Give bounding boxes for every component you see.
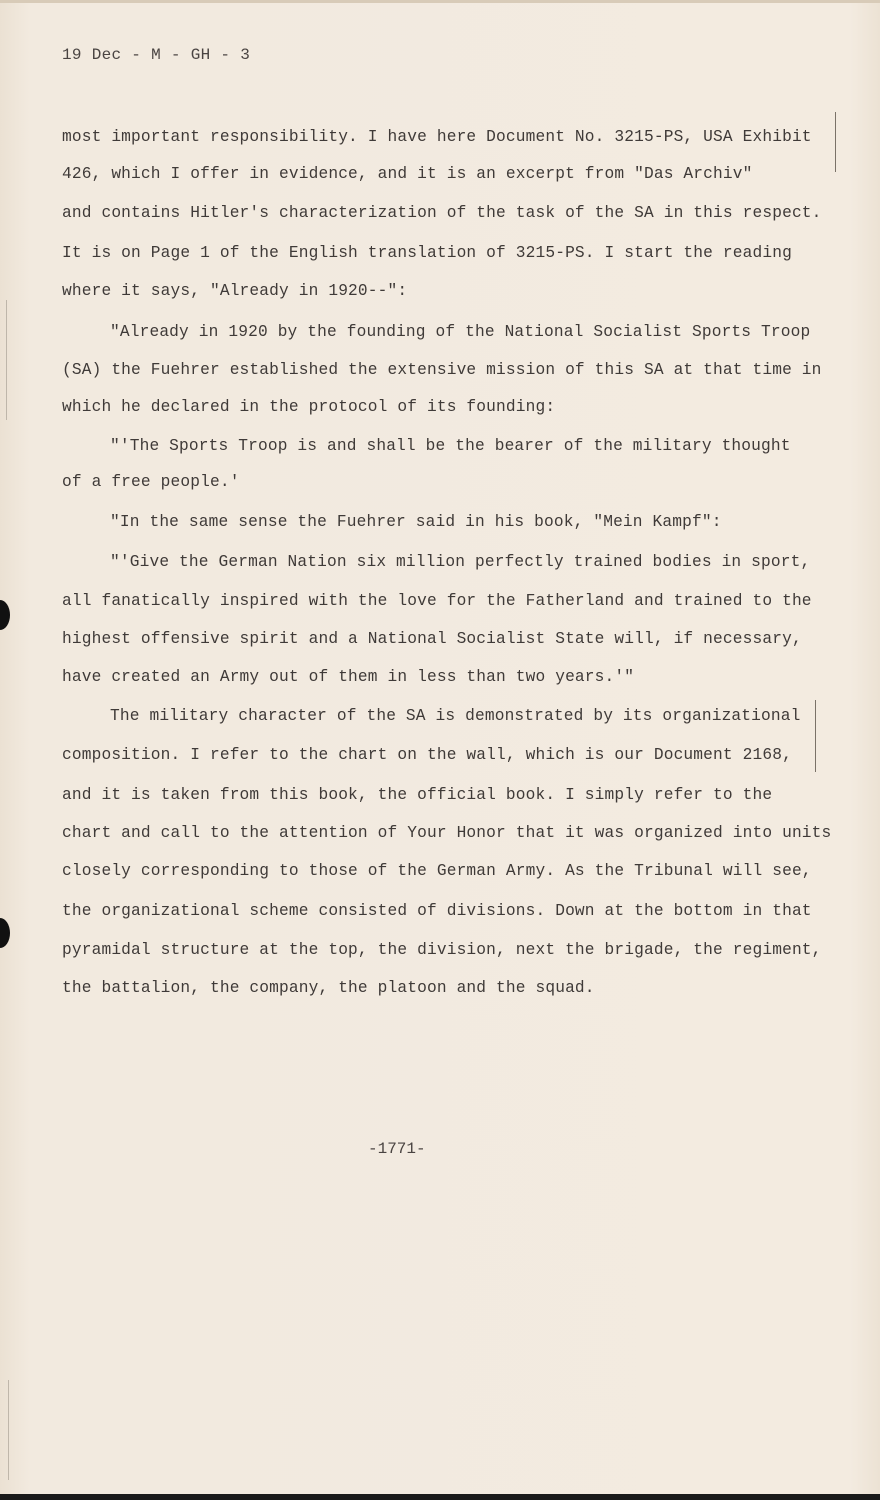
page-header: 19 Dec - M - GH - 3 [62,46,251,64]
text-line: of a free people.' [62,473,240,491]
text-line: 426, which I offer in evidence, and it is an excerpt from "Das Archiv" [62,165,753,183]
text-line: which he declared in the protocol of its founding: [62,398,556,416]
text-line: "Already in 1920 by the founding of the National Socialist Sports Troop [110,323,811,341]
margin-mark [835,112,836,172]
text-line: "In the same sense the Fuehrer said in his book, "Mein Kampf": [110,513,722,531]
text-line: have created an Army out of them in less than two years.'" [62,668,635,686]
text-line: closely corresponding to those of the German Army. As the Tribunal will see, [62,862,812,880]
text-line: The military character of the SA is demonstrated by its organizational [110,707,801,725]
binder-hole [0,918,10,948]
text-line: highest offensive spirit and a National Socialist State will, if necessary, [62,630,802,648]
text-line: the organizational scheme consisted of divisions. Down at the bottom in that [62,902,812,920]
text-line: It is on Page 1 of the English translation of 3215-PS. I start the reading [62,244,792,262]
text-line: the battalion, the company, the platoon and the squad. [62,979,595,997]
margin-mark [815,700,816,772]
text-line: and contains Hitler's characterization of the task of the SA in this respect. [62,204,822,222]
page-top-edge [0,0,880,3]
text-line: (SA) the Fuehrer established the extensive mission of this SA at that time in [62,361,822,379]
text-line: most important responsibility. I have here Document No. 3215-PS, USA Exhibit [62,128,812,146]
page-number: -1771- [368,1140,426,1158]
text-line: chart and call to the attention of Your Honor that it was organized into units [62,824,832,842]
page-bottom-edge [0,1494,880,1500]
text-line: and it is taken from this book, the official book. I simply refer to the [62,786,773,804]
text-line: pyramidal structure at the top, the division, next the brigade, the regiment, [62,941,822,959]
text-line: where it says, "Already in 1920--": [62,282,408,300]
text-line: "'Give the German Nation six million perfectly trained bodies in sport, [110,553,811,571]
margin-mark [8,1380,9,1480]
text-line: all fanatically inspired with the love for the Fatherland and trained to the [62,592,812,610]
binder-hole [0,600,10,630]
text-line: composition. I refer to the chart on the wall, which is our Document 2168, [62,746,792,764]
text-line: "'The Sports Troop is and shall be the bearer of the military thought [110,437,791,455]
margin-mark [6,300,7,420]
